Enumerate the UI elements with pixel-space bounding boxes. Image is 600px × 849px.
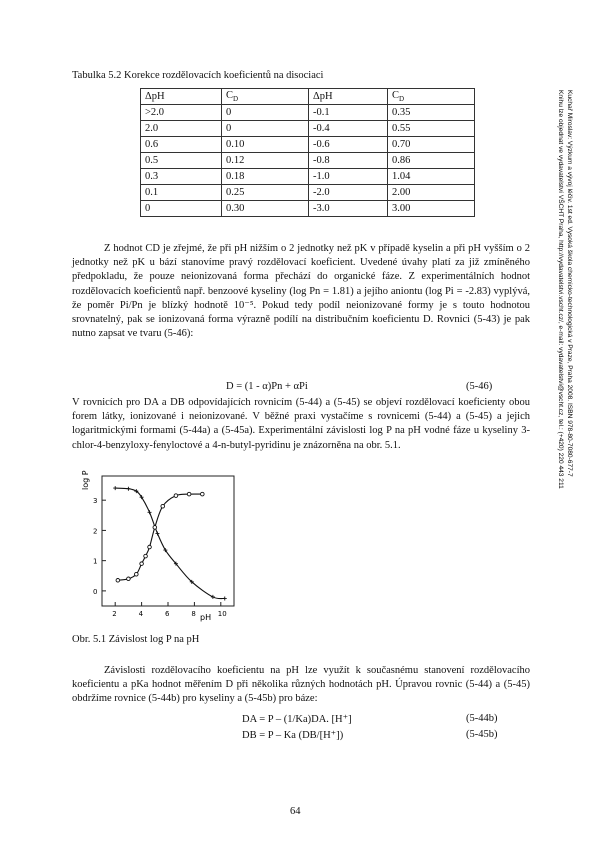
x-tick-label: 2	[112, 610, 117, 618]
table-caption: Tabulka 5.2 Korekce rozdělovacích koeficientů na disociaci	[72, 70, 324, 81]
table-row	[141, 153, 475, 169]
table-cell: 0.55	[388, 121, 475, 137]
table-cell: 0	[222, 105, 309, 121]
table-cell: 0.10	[222, 137, 309, 153]
table-cell: >2.0	[141, 105, 222, 121]
table-cell: 0.1	[141, 185, 222, 201]
data-point-circle	[187, 492, 191, 496]
publisher-sidebar	[548, 90, 578, 610]
table-header-row	[141, 89, 475, 105]
page-number: 64	[290, 806, 301, 817]
data-point-circle	[161, 504, 165, 508]
equation-label-5-44b: (5-44b)	[466, 713, 498, 724]
paragraph-text: Závislosti rozdělovacího koeficientu na pH lze využít k současnému stanovení rozdělovacího koeficientu a pKa hodnot měřením D při několika různých hodnotách pH. Úpravou rovnic (5-44) a (5-45) obdržíme rovnice (5-44b) pro kyseliny a (5-45b) pro báze:	[72, 665, 530, 705]
paragraph-text: Z hodnot CD je zřejmé, že při pH nižším o 2 jednotky než pK v případě kyselin a při pH vyšším o 2 jednotky než pK u bází stanovíme pravý rozdělovací koeficient. Uvedené úvahy platí za již zmíněného předpokladu, že pouze neionizovaná forma přechází do organické fáze. Z experimentálních hodnot rozdělovacích koeficientů např. benzoové kyseliny (log Pn = 1.81) a jejího aniontu (log Pi = -2.83) vyplývá, že poměr Pi/Pn je blízký hodnotě 10⁻⁵. Pokud tedy podíl neionizované formy je s touto hodnotou srovnatelný, pak se ionizovaná forma výrazně podílí na distribučním koeficientu D. Rovnici (5-43) je pak nutno zapsat ve tvaru (5-46):	[72, 243, 530, 340]
table-cell: 0.35	[388, 105, 475, 121]
data-point-circle	[153, 526, 157, 530]
x-tick-label: 4	[138, 610, 144, 618]
table-cell: -0.8	[309, 153, 388, 169]
table-cell: 2.0	[141, 121, 222, 137]
table-cell: -3.0	[309, 201, 388, 217]
paragraph-text: V rovnicích pro DA a DB odpovídajících rovnicím (5-44) a (5-45) se objeví rozdělovací koeficienty obou forem látky, ionizované i neionizované. V běžné praxi vystačíme s rovnicemi (5-44) a (5-45) a jejich logaritmickými formami (5-44a) a (5-45a). Experimentální závislosti log P na pH vodné fáze u kyseliny 3-chlor-4-benzyloxy-fenyloctové a 4-n-butyl-pyridinu je znázorněna na obr. 5.1.	[72, 397, 530, 451]
table-cell: 3.00	[388, 201, 475, 217]
header-delta-ph-1: ΔpH	[141, 89, 222, 105]
y-tick-label: 2	[93, 527, 98, 536]
table-cell: 0.70	[388, 137, 475, 153]
data-point-circle	[144, 554, 148, 558]
data-point-circle	[135, 572, 139, 576]
table-cell: 0.18	[222, 169, 309, 185]
sidebar-order-info: Knihu lze objednat ve vydavatelství VŠCHT Praha, http://vydavatelstvi.vscht.cz/, e-mail: vydavatelstvi@vscht.cz, tel.: (+420) 220 443 211	[557, 90, 564, 489]
table-cell: 1.04	[388, 169, 475, 185]
table-cell: 0.12	[222, 153, 309, 169]
y-tick-label: 0	[93, 587, 98, 596]
equation-5-45b: DB = P – Ka (DB/[H⁺])	[242, 730, 344, 741]
data-point-circle	[127, 577, 131, 581]
header-delta-ph-2: ΔpH	[309, 89, 388, 105]
table-cell: -2.0	[309, 185, 388, 201]
table-row	[141, 169, 475, 185]
table-row	[141, 201, 475, 217]
x-tick-label: 10	[217, 610, 227, 618]
data-point-circle	[201, 492, 205, 496]
logp-ph-chart	[82, 462, 242, 622]
paragraph-1	[72, 242, 530, 341]
equation-5-44b: DA = P – (1/Ka)DA. [H⁺]	[242, 714, 352, 725]
data-point-circle	[174, 494, 178, 498]
equation-label-5-45b: (5-45b)	[466, 729, 498, 740]
table-cell: 0.30	[222, 201, 309, 217]
correction-table	[140, 88, 475, 217]
table-cell: 0.5	[141, 153, 222, 169]
table-cell: 0.3	[141, 169, 222, 185]
table-cell: 0	[222, 121, 309, 137]
paragraph-2	[72, 396, 530, 453]
table-cell: 0.25	[222, 185, 309, 201]
equation-5-46: D = (1 - α)Pn + αPi	[226, 381, 308, 392]
x-tick-label: 8	[191, 610, 196, 618]
header-cd-2: $C_D$	[388, 89, 475, 105]
table-row	[141, 137, 475, 153]
y-axis-label: log P	[81, 470, 90, 490]
table-cell: 2.00	[388, 185, 475, 201]
y-tick-label: 1	[93, 557, 98, 566]
header-cd-1: $C_D$	[222, 89, 309, 105]
table-row	[141, 105, 475, 121]
y-tick-label: 3	[93, 497, 98, 506]
x-tick-label: 6	[165, 610, 170, 618]
table-cell: 0	[141, 201, 222, 217]
table-cell: -1.0	[309, 169, 388, 185]
table-cell: 0.6	[141, 137, 222, 153]
paragraph-3	[72, 664, 530, 707]
table-cell: -0.1	[309, 105, 388, 121]
table-cell: -0.4	[309, 121, 388, 137]
table-cell: 0.86	[388, 153, 475, 169]
data-point-circle	[148, 545, 152, 549]
data-point-circle	[140, 562, 144, 566]
table-row	[141, 185, 475, 201]
figure-caption: Obr. 5.1 Závislost log P na pH	[72, 634, 200, 645]
equation-label-5-46: (5-46)	[466, 381, 493, 392]
data-point-circle	[116, 579, 120, 583]
figure-5-1	[82, 462, 242, 627]
table-row	[141, 121, 475, 137]
x-axis-label: pH	[200, 613, 212, 622]
table-cell: -0.6	[309, 137, 388, 153]
sidebar-citation: Kuchař Miroslav: Výzkum a vývoj léčiv. 1st ed. Vysoká škola chemicko-technologická v Praze, Praha 2008. ISBN 978-80-7080-677-7	[566, 90, 573, 477]
